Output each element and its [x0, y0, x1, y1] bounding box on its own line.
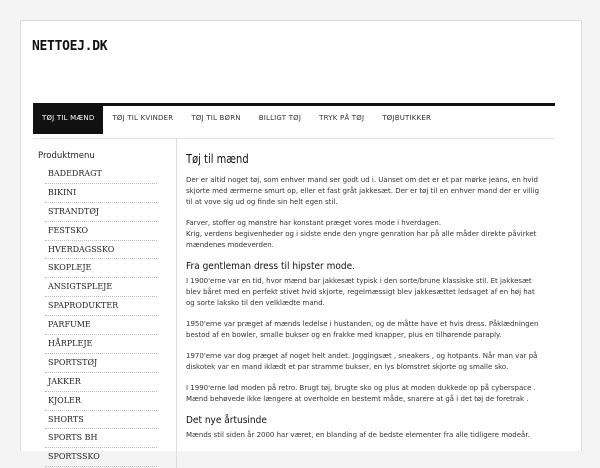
page-container	[20, 20, 582, 462]
text-line: mændenes modeverden.	[186, 241, 274, 249]
sidebar-item-sports-bh[interactable]: SPORTS BH	[45, 429, 157, 448]
sidebar-item-spaprodukter[interactable]: SPAPRODUKTER	[45, 297, 157, 316]
nav-item-toj-til-maend[interactable]: TØJ TIL MÆND	[33, 106, 103, 134]
paragraph-2000s	[186, 430, 562, 441]
sidebar-item-sportstoj[interactable]: SPORTSTØJ	[45, 354, 157, 373]
sidebar-item-sportssko[interactable]: SPORTSSKO	[45, 448, 157, 467]
nav-divider	[33, 138, 555, 139]
sidebar-item-harpleje[interactable]: HÅRPLEJE	[45, 335, 157, 354]
section-heading-new-millennium: Det nye årtusinde	[186, 415, 267, 426]
text-line: diskotek var en mand iklædt et par stramme bukser, en lys blomstret skjorte og smalle sko.	[186, 363, 509, 371]
nav-item-billigt-toj[interactable]: BILLIGT TØJ	[258, 114, 302, 122]
intro-paragraph	[186, 175, 562, 208]
text-line: til at vove sig ud og finde sin helt egen stil.	[186, 198, 338, 206]
sidebar-item-shorts[interactable]: SHORTS	[45, 411, 157, 430]
site-logo[interactable]: NETTOEJ.DK	[32, 39, 108, 54]
text-line: 1950'erne var præget af mænds ledelse i hustanden, og de måtte have et hvis dress. Påklædningen	[186, 320, 539, 328]
text-line: Mænd behøvede ikke længere at overholde en bestemt måde, snarere at gå i det tøj de foretrak .	[186, 395, 529, 403]
sidebar-item-strandtoj[interactable]: STRANDTØJ	[45, 203, 157, 222]
sidebar-item-bikini[interactable]: BIKINI	[45, 184, 157, 203]
text-line: bestod af en bowler, smalle bukser og en frakke med knapper, plus en tilhørende paraply.	[186, 331, 502, 339]
nav-item-toj-til-kvinder[interactable]: TØJ TIL KVINDER	[112, 114, 174, 122]
main-navigation	[33, 103, 555, 134]
nav-item-tryk-pa-toj[interactable]: TRYK PÅ TØJ	[319, 114, 365, 122]
sidebar-item-jakker[interactable]: JAKKER	[45, 373, 157, 392]
text-line: I 1990'erne lød moden på retro. Brugt tøj, brugte sko og plus at moden dukkede op på cyberspace .	[186, 384, 536, 392]
text-line: blev båret med en perfekt stivet hvid skjorte, regelmæssigt blev jakkesættet ledsaget af en høj hat	[186, 288, 535, 296]
fashion-paragraph	[186, 218, 562, 251]
text-line: og sorte laksko til den velklædte mand.	[186, 299, 325, 307]
paragraph-1900s	[186, 276, 562, 309]
sidebar-item-festsko[interactable]: FESTSKO	[45, 222, 157, 241]
sidebar-title: Produktmenu	[38, 151, 95, 161]
main-content	[186, 149, 562, 451]
text-line: skjorte med ærmerne smurt op, eller et fast gråt jakkesæt. Der er tøj til en enhver mand der er villig	[186, 187, 540, 195]
product-sidebar	[33, 149, 163, 467]
nav-item-tojbutikker[interactable]: TØJBUTIKKER	[382, 114, 432, 122]
paragraph-1970s	[186, 351, 562, 373]
sidebar-item-skopleje[interactable]: SKOPLEJE	[45, 259, 157, 278]
text-line: Der er altid noget tøj, som enhver mand ser godt ud i. Uanset om det er et par mørke jeans, en hvid	[186, 176, 538, 184]
section-heading-gentleman: Fra gentleman dress til hipster mode.	[186, 261, 355, 272]
paragraph-1950s	[186, 319, 562, 341]
text-line: Farver, stoffer og mønstre har konstant præget vores mode i hverdagen.	[186, 219, 442, 227]
sidebar-item-badedragt[interactable]: BADEDRAGT	[45, 165, 157, 184]
column-divider	[176, 138, 177, 468]
text-line: I 1900'erne var en tid, hvor mænd bar jakkesæt typisk i den sorte/brune klassiske stil. Et jakkesæt	[186, 277, 532, 285]
sidebar-item-ansigtspleje[interactable]: ANSIGTSPLEJE	[45, 278, 157, 297]
sidebar-item-kjoler[interactable]: KJOLER	[45, 392, 157, 411]
text-line: Mænds stil siden år 2000 har været, en blanding af de bedste elementer fra alle tidligere modeår.	[186, 431, 530, 439]
sidebar-item-parfume[interactable]: PARFUME	[45, 316, 157, 335]
nav-item-toj-til-born[interactable]: TØJ TIL BØRN	[191, 114, 241, 122]
paragraph-1990s	[186, 383, 562, 405]
page-title: Tøj til mænd	[186, 152, 249, 166]
sidebar-item-hverdagssko[interactable]: HVERDAGSSKO	[45, 241, 157, 260]
text-line: Krig, verdens begivenheder og i sidste ende den yngre genration har på alle måder direkte påvirket	[186, 230, 537, 238]
text-line: 1970'erne var dog præget af noget helt andet. Joggingsæt , sneakers , og hotpants. Når man var på	[186, 352, 538, 360]
